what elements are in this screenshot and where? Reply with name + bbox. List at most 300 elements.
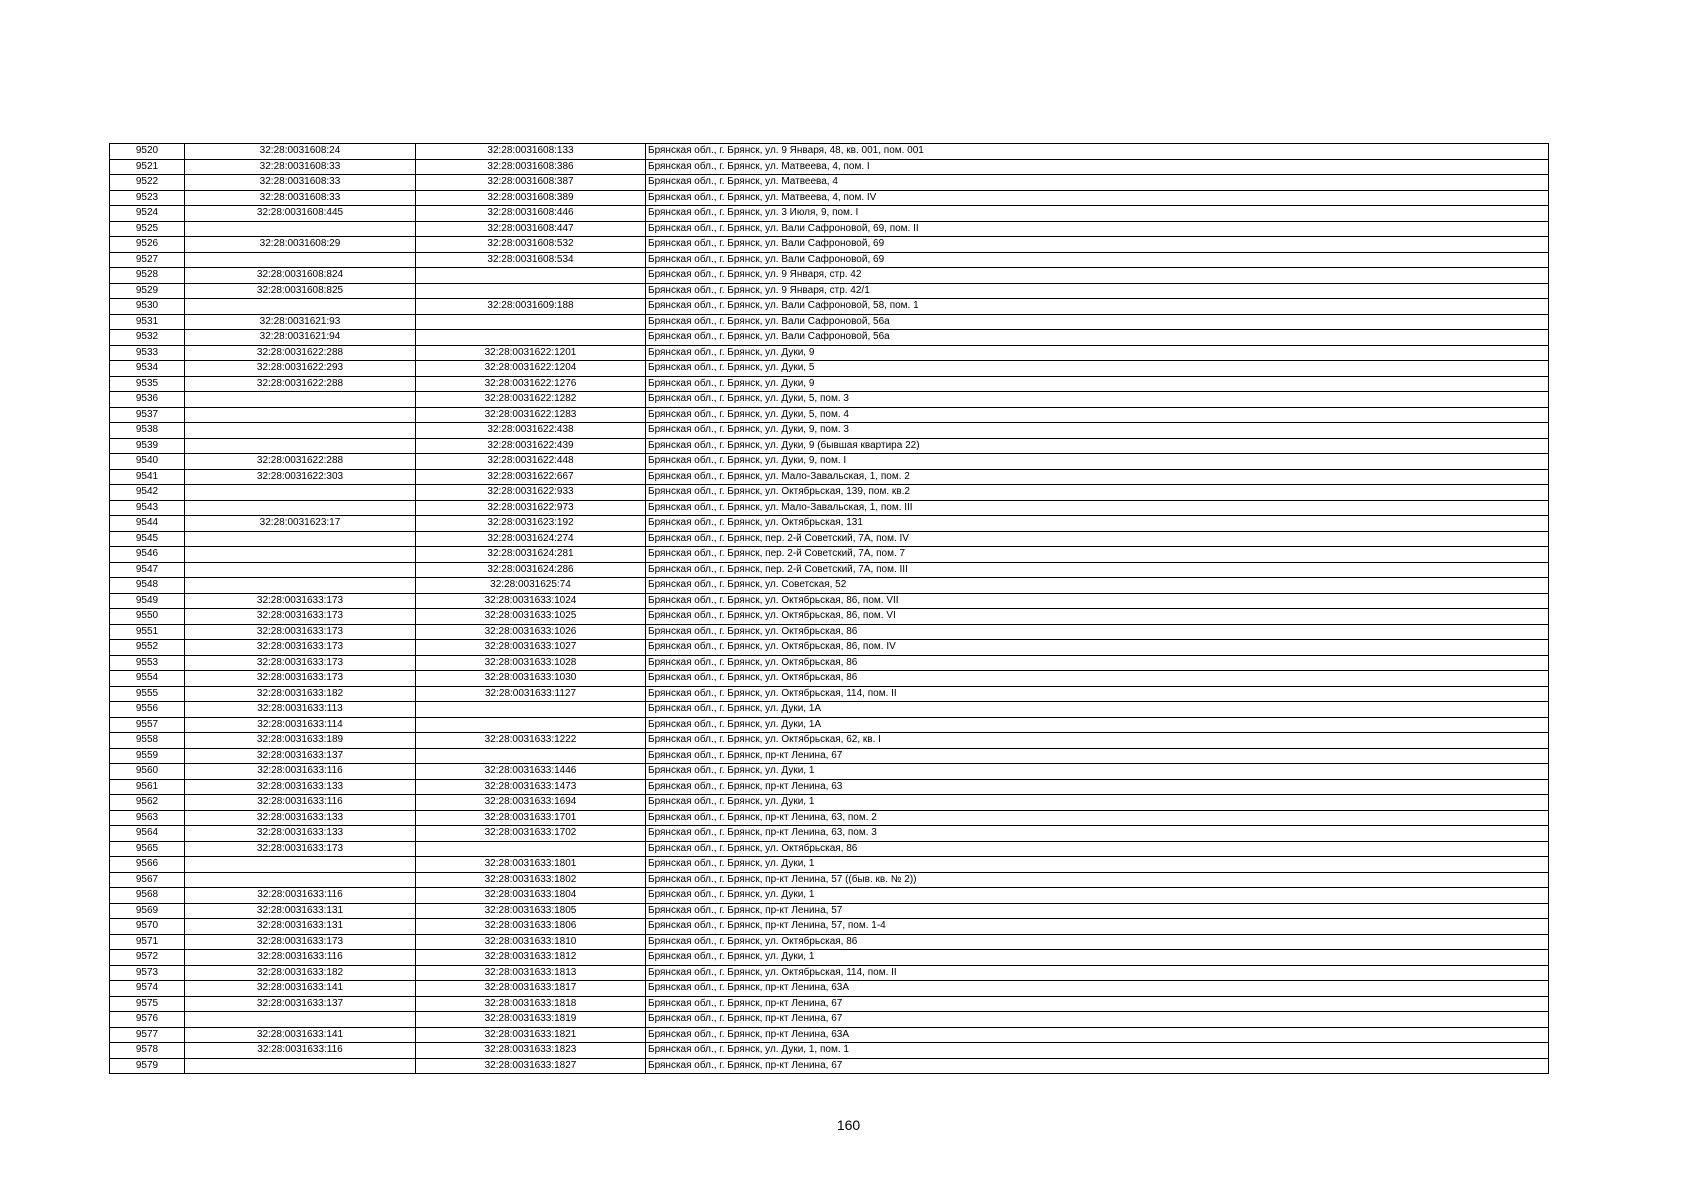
cadastral-parent-cell: [185, 531, 416, 547]
cadastral-number-cell: 32:28:0031633:1812: [416, 950, 646, 966]
table-row: [110, 392, 1549, 408]
table-row: [110, 423, 1549, 439]
address-cell: Брянская обл., г. Брянск, ул. Дуки, 9, пом. 3: [646, 423, 1549, 439]
address-cell: Брянская обл., г. Брянск, пр-кт Ленина, 67: [646, 1012, 1549, 1028]
address-cell: Брянская обл., г. Брянск, ул. Дуки, 9 (бывшая квартира 22): [646, 438, 1549, 454]
cadastral-parent-cell: 32:28:0031633:173: [185, 671, 416, 687]
table-row: [110, 314, 1549, 330]
cadastral-number-cell: 32:28:0031633:1028: [416, 655, 646, 671]
cadastral-number-cell: 32:28:0031633:1024: [416, 593, 646, 609]
table-row: [110, 469, 1549, 485]
cadastral-number-cell: 32:28:0031624:281: [416, 547, 646, 563]
row-number-cell: 9567: [110, 872, 185, 888]
row-number-cell: 9577: [110, 1027, 185, 1043]
table-row: [110, 996, 1549, 1012]
row-number-cell: 9573: [110, 965, 185, 981]
cadastral-number-cell: 32:28:0031608:389: [416, 190, 646, 206]
address-cell: Брянская обл., г. Брянск, пр-кт Ленина, 67: [646, 748, 1549, 764]
row-number-cell: 9542: [110, 485, 185, 501]
address-cell: Брянская обл., г. Брянск, пр-кт Ленина, 63, пом. 2: [646, 810, 1549, 826]
cadastral-number-cell: 32:28:0031633:1804: [416, 888, 646, 904]
cadastral-number-cell: 32:28:0031622:667: [416, 469, 646, 485]
address-cell: Брянская обл., г. Брянск, пр-кт Ленина, 67: [646, 996, 1549, 1012]
table-row: [110, 1058, 1549, 1074]
row-number-cell: 9548: [110, 578, 185, 594]
cadastral-number-cell: 32:28:0031608:386: [416, 159, 646, 175]
cadastral-parent-cell: [185, 221, 416, 237]
cadastral-number-cell: 32:28:0031633:1802: [416, 872, 646, 888]
table-row: [110, 609, 1549, 625]
cadastral-number-cell: 32:28:0031622:973: [416, 500, 646, 516]
cadastral-parent-cell: [185, 857, 416, 873]
cadastral-number-cell: [416, 717, 646, 733]
cadastral-parent-cell: 32:28:0031633:116: [185, 764, 416, 780]
address-cell: Брянская обл., г. Брянск, ул. 9 Января, 48, кв. 001, пом. 001: [646, 144, 1549, 160]
row-number-cell: 9529: [110, 283, 185, 299]
cadastral-parent-cell: 32:28:0031633:133: [185, 779, 416, 795]
cadastral-number-cell: 32:28:0031633:1819: [416, 1012, 646, 1028]
cadastral-number-cell: 32:28:0031622:448: [416, 454, 646, 470]
cadastral-number-cell: 32:28:0031633:1222: [416, 733, 646, 749]
address-cell: Брянская обл., г. Брянск, ул. Октябрьская, 139, пом. кв.2: [646, 485, 1549, 501]
cadastral-parent-cell: [185, 438, 416, 454]
address-cell: Брянская обл., г. Брянск, пр-кт Ленина, 63, пом. 3: [646, 826, 1549, 842]
table-row: [110, 144, 1549, 160]
cadastral-parent-cell: 32:28:0031633:133: [185, 826, 416, 842]
table-row: [110, 578, 1549, 594]
table-row: [110, 1027, 1549, 1043]
table-row: [110, 268, 1549, 284]
address-cell: Брянская обл., г. Брянск, ул. 9 Января, стр. 42: [646, 268, 1549, 284]
address-cell: Брянская обл., г. Брянск, ул. Дуки, 1А: [646, 702, 1549, 718]
address-cell: Брянская обл., г. Брянск, ул. Октябрьская, 86: [646, 841, 1549, 857]
address-cell: Брянская обл., г. Брянск, ул. Мало-Завальская, 1, пом. 2: [646, 469, 1549, 485]
table-row: [110, 345, 1549, 361]
row-number-cell: 9543: [110, 500, 185, 516]
cadastral-number-cell: 32:28:0031608:447: [416, 221, 646, 237]
row-number-cell: 9557: [110, 717, 185, 733]
row-number-cell: 9530: [110, 299, 185, 315]
address-cell: Брянская обл., г. Брянск, ул. Октябрьская, 86: [646, 655, 1549, 671]
address-cell: Брянская обл., г. Брянск, ул. Октябрьская, 114, пом. II: [646, 686, 1549, 702]
address-cell: Брянская обл., г. Брянск, ул. Дуки, 1А: [646, 717, 1549, 733]
row-number-cell: 9534: [110, 361, 185, 377]
row-number-cell: 9539: [110, 438, 185, 454]
registry-table: [109, 143, 1549, 1074]
address-cell: Брянская обл., г. Брянск, ул. Октябрьская, 86, пом. VI: [646, 609, 1549, 625]
table-row: [110, 717, 1549, 733]
cadastral-parent-cell: 32:28:0031622:293: [185, 361, 416, 377]
cadastral-number-cell: 32:28:0031633:1813: [416, 965, 646, 981]
address-cell: Брянская обл., г. Брянск, ул. Октябрьская, 114, пом. II: [646, 965, 1549, 981]
cadastral-parent-cell: 32:28:0031622:288: [185, 345, 416, 361]
table-row: [110, 299, 1549, 315]
cadastral-number-cell: 32:28:0031633:1027: [416, 640, 646, 656]
cadastral-parent-cell: 32:28:0031633:116: [185, 950, 416, 966]
cadastral-parent-cell: 32:28:0031608:33: [185, 159, 416, 175]
cadastral-number-cell: 32:28:0031633:1827: [416, 1058, 646, 1074]
table-row: [110, 593, 1549, 609]
cadastral-parent-cell: [185, 423, 416, 439]
table-row: [110, 221, 1549, 237]
row-number-cell: 9564: [110, 826, 185, 842]
address-cell: Брянская обл., г. Брянск, пр-кт Ленина, 63А: [646, 1027, 1549, 1043]
address-cell: Брянская обл., г. Брянск, ул. Дуки, 9, пом. I: [646, 454, 1549, 470]
cadastral-number-cell: 32:28:0031633:1823: [416, 1043, 646, 1059]
address-cell: Брянская обл., г. Брянск, ул. Вали Сафроновой, 69: [646, 252, 1549, 268]
address-cell: Брянская обл., г. Брянск, ул. Дуки, 5, пом. 3: [646, 392, 1549, 408]
cadastral-number-cell: 32:28:0031622:1201: [416, 345, 646, 361]
row-number-cell: 9568: [110, 888, 185, 904]
cadastral-parent-cell: 32:28:0031633:141: [185, 981, 416, 997]
address-cell: Брянская обл., г. Брянск, ул. Дуки, 1: [646, 795, 1549, 811]
row-number-cell: 9528: [110, 268, 185, 284]
address-cell: Брянская обл., г. Брянск, ул. Вали Сафроновой, 56а: [646, 314, 1549, 330]
address-cell: Брянская обл., г. Брянск, ул. Матвеева, 4, пом. IV: [646, 190, 1549, 206]
row-number-cell: 9569: [110, 903, 185, 919]
row-number-cell: 9555: [110, 686, 185, 702]
cadastral-parent-cell: [185, 252, 416, 268]
row-number-cell: 9524: [110, 206, 185, 222]
table-row: [110, 283, 1549, 299]
table-row: [110, 454, 1549, 470]
cadastral-number-cell: 32:28:0031622:1276: [416, 376, 646, 392]
table-row: [110, 981, 1549, 997]
cadastral-number-cell: [416, 702, 646, 718]
page-number: 160: [836, 1117, 861, 1133]
cadastral-parent-cell: 32:28:0031621:93: [185, 314, 416, 330]
cadastral-parent-cell: 32:28:0031608:29: [185, 237, 416, 253]
address-cell: Брянская обл., г. Брянск, ул. 3 Июля, 9, пом. I: [646, 206, 1549, 222]
cadastral-parent-cell: [185, 562, 416, 578]
table-row: [110, 640, 1549, 656]
cadastral-parent-cell: 32:28:0031633:116: [185, 888, 416, 904]
cadastral-parent-cell: [185, 1058, 416, 1074]
table-row: [110, 330, 1549, 346]
cadastral-parent-cell: 32:28:0031608:445: [185, 206, 416, 222]
cadastral-number-cell: 32:28:0031633:1030: [416, 671, 646, 687]
row-number-cell: 9553: [110, 655, 185, 671]
address-cell: Брянская обл., г. Брянск, ул. Дуки, 1, пом. 1: [646, 1043, 1549, 1059]
address-cell: Брянская обл., г. Брянск, ул. Октябрьская, 131: [646, 516, 1549, 532]
row-number-cell: 9559: [110, 748, 185, 764]
table-row: [110, 748, 1549, 764]
address-cell: Брянская обл., г. Брянск, ул. Вали Сафроновой, 69, пом. II: [646, 221, 1549, 237]
row-number-cell: 9527: [110, 252, 185, 268]
table-row: [110, 190, 1549, 206]
row-number-cell: 9520: [110, 144, 185, 160]
cadastral-parent-cell: 32:28:0031633:182: [185, 965, 416, 981]
address-cell: Брянская обл., г. Брянск, пр-кт Ленина, 57: [646, 903, 1549, 919]
row-number-cell: 9563: [110, 810, 185, 826]
table-row: [110, 919, 1549, 935]
address-cell: Брянская обл., г. Брянск, ул. Октябрьская, 86: [646, 671, 1549, 687]
cadastral-parent-cell: 32:28:0031633:182: [185, 686, 416, 702]
row-number-cell: 9522: [110, 175, 185, 191]
cadastral-number-cell: 32:28:0031608:446: [416, 206, 646, 222]
cadastral-parent-cell: [185, 547, 416, 563]
address-cell: Брянская обл., г. Брянск, пр-кт Ленина, 63А: [646, 981, 1549, 997]
cadastral-number-cell: 32:28:0031633:1801: [416, 857, 646, 873]
cadastral-parent-cell: 32:28:0031633:133: [185, 810, 416, 826]
row-number-cell: 9552: [110, 640, 185, 656]
cadastral-parent-cell: [185, 500, 416, 516]
address-cell: Брянская обл., г. Брянск, пр-кт Ленина, 67: [646, 1058, 1549, 1074]
cadastral-parent-cell: 32:28:0031623:17: [185, 516, 416, 532]
address-cell: Брянская обл., г. Брянск, ул. Октябрьская, 86: [646, 624, 1549, 640]
cadastral-number-cell: 32:28:0031623:192: [416, 516, 646, 532]
cadastral-number-cell: [416, 268, 646, 284]
cadastral-parent-cell: 32:28:0031633:116: [185, 795, 416, 811]
cadastral-number-cell: 32:28:0031622:439: [416, 438, 646, 454]
table-row: [110, 795, 1549, 811]
cadastral-parent-cell: [185, 1012, 416, 1028]
table-row: [110, 810, 1549, 826]
cadastral-parent-cell: 32:28:0031633:113: [185, 702, 416, 718]
cadastral-number-cell: 32:28:0031633:1810: [416, 934, 646, 950]
cadastral-parent-cell: [185, 299, 416, 315]
cadastral-parent-cell: 32:28:0031633:141: [185, 1027, 416, 1043]
cadastral-number-cell: [416, 748, 646, 764]
table-row: [110, 159, 1549, 175]
cadastral-parent-cell: 32:28:0031633:131: [185, 919, 416, 935]
row-number-cell: 9558: [110, 733, 185, 749]
address-cell: Брянская обл., г. Брянск, ул. Вали Сафроновой, 58, пом. 1: [646, 299, 1549, 315]
row-number-cell: 9549: [110, 593, 185, 609]
cadastral-parent-cell: [185, 872, 416, 888]
cadastral-number-cell: 32:28:0031633:1702: [416, 826, 646, 842]
cadastral-number-cell: 32:28:0031633:1025: [416, 609, 646, 625]
cadastral-number-cell: [416, 841, 646, 857]
table-row: [110, 671, 1549, 687]
address-cell: Брянская обл., г. Брянск, пер. 2-й Советский, 7А, пом. 7: [646, 547, 1549, 563]
table-row: [110, 624, 1549, 640]
row-number-cell: 9547: [110, 562, 185, 578]
table-row: [110, 857, 1549, 873]
cadastral-number-cell: 32:28:0031622:1282: [416, 392, 646, 408]
table-row: [110, 841, 1549, 857]
row-number-cell: 9540: [110, 454, 185, 470]
address-cell: Брянская обл., г. Брянск, ул. Вали Сафроновой, 69: [646, 237, 1549, 253]
row-number-cell: 9565: [110, 841, 185, 857]
row-number-cell: 9533: [110, 345, 185, 361]
table-row: [110, 965, 1549, 981]
cadastral-parent-cell: 32:28:0031621:94: [185, 330, 416, 346]
table-row: [110, 1043, 1549, 1059]
address-cell: Брянская обл., г. Брянск, ул. Октябрьская, 86, пом. VII: [646, 593, 1549, 609]
row-number-cell: 9570: [110, 919, 185, 935]
cadastral-parent-cell: 32:28:0031633:116: [185, 1043, 416, 1059]
row-number-cell: 9566: [110, 857, 185, 873]
table-row: [110, 903, 1549, 919]
cadastral-number-cell: 32:28:0031633:1821: [416, 1027, 646, 1043]
cadastral-parent-cell: 32:28:0031633:173: [185, 934, 416, 950]
row-number-cell: 9537: [110, 407, 185, 423]
row-number-cell: 9521: [110, 159, 185, 175]
table-row: [110, 872, 1549, 888]
row-number-cell: 9560: [110, 764, 185, 780]
row-number-cell: 9574: [110, 981, 185, 997]
table-row: [110, 376, 1549, 392]
table-row: [110, 547, 1549, 563]
cadastral-number-cell: [416, 330, 646, 346]
row-number-cell: 9535: [110, 376, 185, 392]
cadastral-number-cell: 32:28:0031608:532: [416, 237, 646, 253]
table-row: [110, 500, 1549, 516]
cadastral-parent-cell: 32:28:0031608:824: [185, 268, 416, 284]
row-number-cell: 9523: [110, 190, 185, 206]
address-cell: Брянская обл., г. Брянск, ул. 9 Января, стр. 42/1: [646, 283, 1549, 299]
row-number-cell: 9575: [110, 996, 185, 1012]
address-cell: Брянская обл., г. Брянск, пер. 2-й Советский, 7А, пом. IV: [646, 531, 1549, 547]
address-cell: Брянская обл., г. Брянск, ул. Мало-Завальская, 1, пом. III: [646, 500, 1549, 516]
address-cell: Брянская обл., г. Брянск, ул. Дуки, 5, пом. 4: [646, 407, 1549, 423]
cadastral-parent-cell: 32:28:0031633:173: [185, 640, 416, 656]
cadastral-number-cell: 32:28:0031633:1446: [416, 764, 646, 780]
table-row: [110, 733, 1549, 749]
row-number-cell: 9536: [110, 392, 185, 408]
address-cell: Брянская обл., г. Брянск, ул. Дуки, 1: [646, 888, 1549, 904]
table-row: [110, 702, 1549, 718]
cadastral-number-cell: 32:28:0031608:534: [416, 252, 646, 268]
cadastral-number-cell: 32:28:0031609:188: [416, 299, 646, 315]
row-number-cell: 9550: [110, 609, 185, 625]
cadastral-number-cell: 32:28:0031633:1818: [416, 996, 646, 1012]
table-row: [110, 485, 1549, 501]
table-row: [110, 1012, 1549, 1028]
table-row: [110, 934, 1549, 950]
cadastral-parent-cell: 32:28:0031633:137: [185, 748, 416, 764]
table-row: [110, 686, 1549, 702]
cadastral-parent-cell: 32:28:0031633:173: [185, 593, 416, 609]
address-cell: Брянская обл., г. Брянск, ул. Дуки, 1: [646, 764, 1549, 780]
cadastral-parent-cell: 32:28:0031608:825: [185, 283, 416, 299]
row-number-cell: 9571: [110, 934, 185, 950]
cadastral-parent-cell: 32:28:0031633:173: [185, 624, 416, 640]
cadastral-number-cell: 32:28:0031622:933: [416, 485, 646, 501]
table-row: [110, 237, 1549, 253]
row-number-cell: 9525: [110, 221, 185, 237]
cadastral-parent-cell: 32:28:0031608:33: [185, 175, 416, 191]
address-cell: Брянская обл., г. Брянск, пр-кт Ленина, 63: [646, 779, 1549, 795]
cadastral-parent-cell: 32:28:0031633:189: [185, 733, 416, 749]
row-number-cell: 9544: [110, 516, 185, 532]
cadastral-parent-cell: 32:28:0031633:173: [185, 655, 416, 671]
address-cell: Брянская обл., г. Брянск, ул. Матвеева, 4: [646, 175, 1549, 191]
row-number-cell: 9538: [110, 423, 185, 439]
cadastral-parent-cell: 32:28:0031608:24: [185, 144, 416, 160]
table-row: [110, 888, 1549, 904]
cadastral-parent-cell: [185, 485, 416, 501]
cadastral-number-cell: 32:28:0031633:1701: [416, 810, 646, 826]
cadastral-number-cell: 32:28:0031633:1806: [416, 919, 646, 935]
table-row: [110, 562, 1549, 578]
row-number-cell: 9556: [110, 702, 185, 718]
table-row: [110, 252, 1549, 268]
cadastral-parent-cell: 32:28:0031622:288: [185, 376, 416, 392]
cadastral-number-cell: 32:28:0031633:1026: [416, 624, 646, 640]
row-number-cell: 9531: [110, 314, 185, 330]
table-row: [110, 764, 1549, 780]
cadastral-number-cell: 32:28:0031624:286: [416, 562, 646, 578]
row-number-cell: 9579: [110, 1058, 185, 1074]
row-number-cell: 9545: [110, 531, 185, 547]
row-number-cell: 9546: [110, 547, 185, 563]
registry-table-body: [110, 144, 1549, 1074]
table-row: [110, 175, 1549, 191]
address-cell: Брянская обл., г. Брянск, пр-кт Ленина, 57 ((быв. кв. № 2)): [646, 872, 1549, 888]
cadastral-number-cell: 32:28:0031622:1204: [416, 361, 646, 377]
address-cell: Брянская обл., г. Брянск, ул. Дуки, 9: [646, 345, 1549, 361]
table-row: [110, 407, 1549, 423]
cadastral-parent-cell: 32:28:0031622:303: [185, 469, 416, 485]
cadastral-number-cell: 32:28:0031633:1473: [416, 779, 646, 795]
table-row: [110, 826, 1549, 842]
address-cell: Брянская обл., г. Брянск, ул. Дуки, 1: [646, 950, 1549, 966]
row-number-cell: 9554: [110, 671, 185, 687]
cadastral-parent-cell: 32:28:0031633:131: [185, 903, 416, 919]
cadastral-parent-cell: 32:28:0031633:173: [185, 841, 416, 857]
address-cell: Брянская обл., г. Брянск, ул. Дуки, 9: [646, 376, 1549, 392]
cadastral-number-cell: 32:28:0031633:1127: [416, 686, 646, 702]
row-number-cell: 9561: [110, 779, 185, 795]
row-number-cell: 9576: [110, 1012, 185, 1028]
cadastral-parent-cell: 32:28:0031633:173: [185, 609, 416, 625]
table-row: [110, 516, 1549, 532]
address-cell: Брянская обл., г. Брянск, ул. Вали Сафроновой, 56а: [646, 330, 1549, 346]
cadastral-number-cell: 32:28:0031622:438: [416, 423, 646, 439]
cadastral-number-cell: 32:28:0031633:1817: [416, 981, 646, 997]
table-row: [110, 531, 1549, 547]
table-row: [110, 655, 1549, 671]
row-number-cell: 9532: [110, 330, 185, 346]
cadastral-parent-cell: 32:28:0031608:33: [185, 190, 416, 206]
table-row: [110, 438, 1549, 454]
table-row: [110, 206, 1549, 222]
address-cell: Брянская обл., г. Брянск, ул. Дуки, 1: [646, 857, 1549, 873]
address-cell: Брянская обл., г. Брянск, ул. Октябрьская, 62, кв. I: [646, 733, 1549, 749]
cadastral-number-cell: [416, 283, 646, 299]
cadastral-parent-cell: [185, 407, 416, 423]
address-cell: Брянская обл., г. Брянск, ул. Дуки, 5: [646, 361, 1549, 377]
cadastral-number-cell: 32:28:0031624:274: [416, 531, 646, 547]
cadastral-number-cell: [416, 314, 646, 330]
address-cell: Брянская обл., г. Брянск, ул. Матвеева, 4, пом. I: [646, 159, 1549, 175]
cadastral-number-cell: 32:28:0031625:74: [416, 578, 646, 594]
row-number-cell: 9541: [110, 469, 185, 485]
cadastral-parent-cell: 32:28:0031633:114: [185, 717, 416, 733]
table-row: [110, 779, 1549, 795]
cadastral-number-cell: 32:28:0031633:1694: [416, 795, 646, 811]
address-cell: Брянская обл., г. Брянск, пр-кт Ленина, 57, пом. 1-4: [646, 919, 1549, 935]
table-row: [110, 361, 1549, 377]
address-cell: Брянская обл., г. Брянск, ул. Октябрьская, 86: [646, 934, 1549, 950]
cadastral-parent-cell: [185, 392, 416, 408]
row-number-cell: 9578: [110, 1043, 185, 1059]
cadastral-parent-cell: [185, 578, 416, 594]
address-cell: Брянская обл., г. Брянск, пер. 2-й Советский, 7А, пом. III: [646, 562, 1549, 578]
cadastral-number-cell: 32:28:0031622:1283: [416, 407, 646, 423]
address-cell: Брянская обл., г. Брянск, ул. Советская, 52: [646, 578, 1549, 594]
cadastral-parent-cell: 32:28:0031622:288: [185, 454, 416, 470]
row-number-cell: 9562: [110, 795, 185, 811]
table-row: [110, 950, 1549, 966]
row-number-cell: 9572: [110, 950, 185, 966]
cadastral-number-cell: 32:28:0031633:1805: [416, 903, 646, 919]
cadastral-parent-cell: 32:28:0031633:137: [185, 996, 416, 1012]
cadastral-number-cell: 32:28:0031608:387: [416, 175, 646, 191]
cadastral-number-cell: 32:28:0031608:133: [416, 144, 646, 160]
